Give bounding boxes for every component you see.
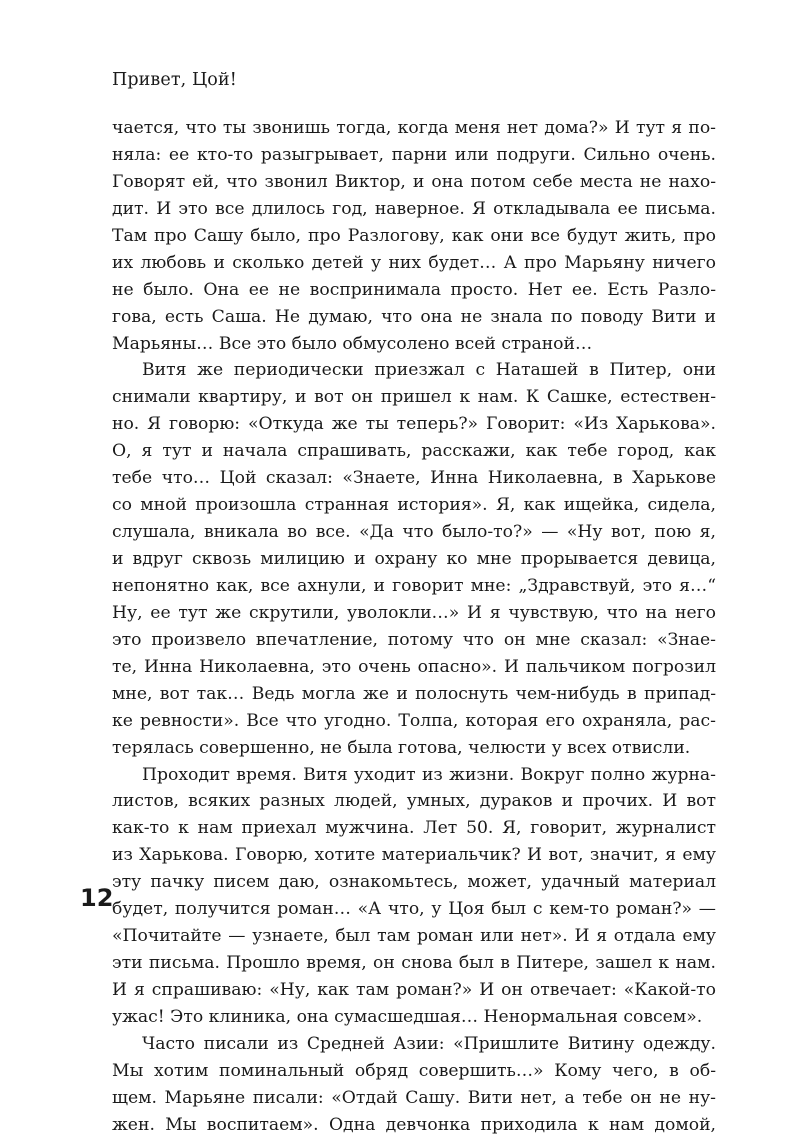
- text-line: Там про Сашу было, про Разлогову, как они все будут жить, про: [112, 225, 716, 246]
- text-line: Витя же периодически приезжал с Наташей в Питер, они: [142, 360, 716, 381]
- text-line: со мной произошла странная история». Я, как ищейка, сидела,: [112, 495, 716, 516]
- text-line: из Харькова. Говорю, хотите материальчик? И вот, значит, я ему: [112, 845, 716, 866]
- text-line: мне, вот так… Ведь могла же и полоснуть чем-нибудь в припад-: [112, 683, 716, 704]
- text-line: их любовь и сколько детей у них будет… А про Марьяну ничего: [112, 252, 716, 273]
- text-line: О, я тут и начала спрашивать, расскажи, как тебе город, как: [112, 441, 716, 462]
- text-line: гова, есть Саша. Не думаю, что она не знала по поводу Вити и: [112, 306, 716, 327]
- text-line: но. Я говорю: «Откуда же ты теперь?» Говорит: «Из Харькова».: [112, 414, 716, 435]
- text-line: и вдруг сквозь милицию и охрану ко мне прорывается девица,: [112, 549, 716, 569]
- body-text: [112, 115, 716, 1139]
- text-line: дит. И это все длилось год, наверное. Я откладывала ее письма.: [112, 198, 716, 219]
- text-line: снимали квартиру, и вот он пришел к нам. К Сашке, естествен-: [112, 387, 716, 408]
- text-line: Проходит время. Витя уходит из жизни. Вокруг полно журна-: [142, 764, 716, 785]
- text-line: Говорят ей, что звонил Виктор, и она потом себе места не нахо-: [112, 171, 716, 192]
- text-line: тебе что… Цой сказал: «Знаете, Инна Николаевна, в Харькове: [112, 468, 716, 489]
- text-line: эти письма. Прошло время, он снова был в Питере, зашел к нам.: [112, 953, 716, 974]
- text-line: терялась совершенно, не была готова, челюсти у всех отвисли.: [112, 737, 691, 758]
- text-line: чается, что ты звонишь тогда, когда меня нет дома?» И тут я по-: [112, 118, 716, 138]
- text-line: Мы хотим поминальный обряд совершить…» Кому чего, в об-: [112, 1060, 716, 1081]
- text-line: И я спрашиваю: «Ну, как там роман?» И он отвечает: «Какой-то: [112, 980, 716, 1000]
- text-line: те, Инна Николаевна, это очень опасно». И пальчиком погрозил: [112, 656, 716, 677]
- text-line: эту пачку писем даю, ознакомьтесь, может, удачный материал: [112, 872, 716, 893]
- text-line: «Почитайте — узнаете, был там роман или нет». И я отдала ему: [112, 926, 716, 947]
- text-line: будет, получится роман… «А что, у Цоя был с кем-то роман?» —: [112, 899, 716, 920]
- text-line: ужас! Это клиника, она сумасшедшая… Ненормальная совсем».: [112, 1006, 703, 1027]
- text-line: листов, всяких разных людей, умных, дураков и прочих. И вот: [112, 791, 716, 812]
- text-line: Ну, ее тут же скрутили, уволокли…» И я чувствую, что на него: [112, 602, 716, 623]
- text-line: не было. Она ее не воспринимала просто. Нет ее. Есть Разло-: [112, 279, 716, 300]
- text-line: жен. Мы воспитаем». Одна девчонка приходила к нам домой,: [112, 1114, 716, 1135]
- text-line: щем. Марьяне писали: «Отдай Сашу. Вити нет, а тебе он не ну-: [112, 1087, 716, 1108]
- text-line: ке ревности». Все что угодно. Толпа, которая его охраняла, рас-: [112, 710, 716, 731]
- text-line: как-то к нам приехал мужчина. Лет 50. Я, говорит, журналист: [112, 818, 716, 839]
- text-line: непонятно как, все ахнули, и говорит мне: „Здравствуй, это я…“: [112, 575, 716, 596]
- text-line: слушала, вникала во все. «Да что было-то?» — «Ну вот, пою я,: [112, 522, 716, 543]
- text-line: Часто писали из Средней Азии: «Пришлите Витину одежду.: [142, 1033, 716, 1054]
- text-line: это произвело впечатление, потому что он мне сказал: «Знае-: [112, 629, 716, 650]
- text-line: няла: ее кто-то разыгрывает, парни или подруги. Сильно очень.: [112, 144, 716, 165]
- page-number: 12: [80, 884, 114, 912]
- text-line: Марьяны… Все это было обмусолено всей страной…: [112, 333, 593, 354]
- running-head: Привет, Цой!: [112, 70, 237, 90]
